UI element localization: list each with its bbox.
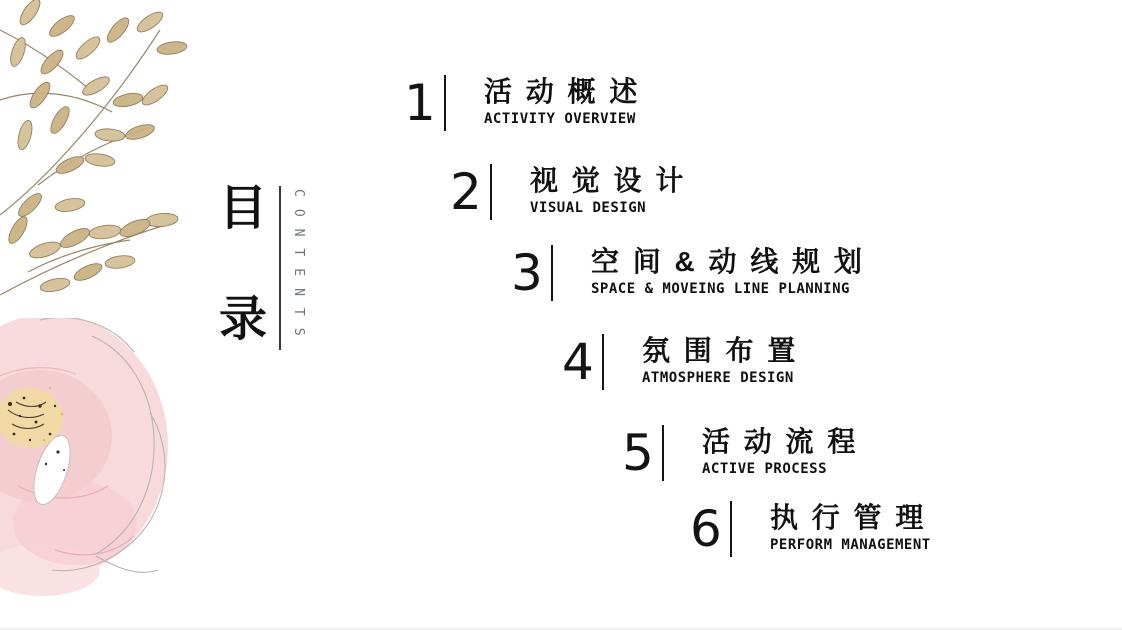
toc-item-subtitle: VISUAL DESIGN bbox=[530, 200, 647, 216]
toc-item-number: 5 bbox=[622, 424, 654, 482]
toc-item-number: 6 bbox=[690, 500, 722, 558]
toc-item-divider bbox=[551, 245, 553, 301]
toc-item-number: 2 bbox=[450, 163, 482, 221]
toc-item-divider bbox=[662, 425, 664, 481]
toc-item-title: 活 动 流 程 bbox=[702, 426, 859, 457]
toc-item-divider bbox=[730, 501, 732, 557]
toc-item-subtitle: ACTIVE PROCESS bbox=[702, 461, 828, 477]
watercolor-branch-illustration bbox=[0, 0, 240, 305]
toc-item-2[interactable] bbox=[450, 164, 686, 220]
toc-item-3[interactable] bbox=[511, 245, 865, 301]
toc-item-title: 执 行 管 理 bbox=[770, 502, 927, 533]
toc-item-1[interactable] bbox=[404, 75, 640, 131]
toc-item-title: 氛 围 布 置 bbox=[642, 335, 799, 366]
title-divider-line bbox=[279, 186, 281, 350]
page-title bbox=[219, 182, 268, 346]
toc-item-number: 4 bbox=[562, 333, 594, 391]
page-title-char-1: 目 bbox=[219, 182, 268, 235]
toc-item-6[interactable] bbox=[690, 501, 931, 557]
page-title-char-2: 录 bbox=[219, 293, 268, 346]
toc-item-number: 1 bbox=[404, 74, 436, 132]
toc-item-divider bbox=[444, 75, 446, 131]
toc-item-subtitle: PERFORM MANAGEMENT bbox=[770, 537, 931, 553]
toc-item-title: 视 觉 设 计 bbox=[530, 165, 687, 196]
watercolor-flower-illustration bbox=[0, 318, 185, 608]
toc-item-subtitle: ATMOSPHERE DESIGN bbox=[642, 370, 794, 386]
toc-item-subtitle: SPACE & MOVEING LINE PLANNING bbox=[591, 281, 850, 297]
contents-vertical-label: CONTENTS bbox=[291, 189, 306, 348]
toc-item-5[interactable] bbox=[622, 425, 858, 481]
toc-item-divider bbox=[490, 164, 492, 220]
toc-item-number: 3 bbox=[511, 244, 543, 302]
toc-item-title: 空 间 & 动 线 规 划 bbox=[591, 246, 865, 277]
toc-item-subtitle: ACTIVITY OVERVIEW bbox=[484, 111, 636, 127]
toc-item-title: 活 动 概 述 bbox=[484, 76, 641, 107]
toc-item-divider bbox=[602, 334, 604, 390]
toc-item-4[interactable] bbox=[562, 334, 798, 390]
